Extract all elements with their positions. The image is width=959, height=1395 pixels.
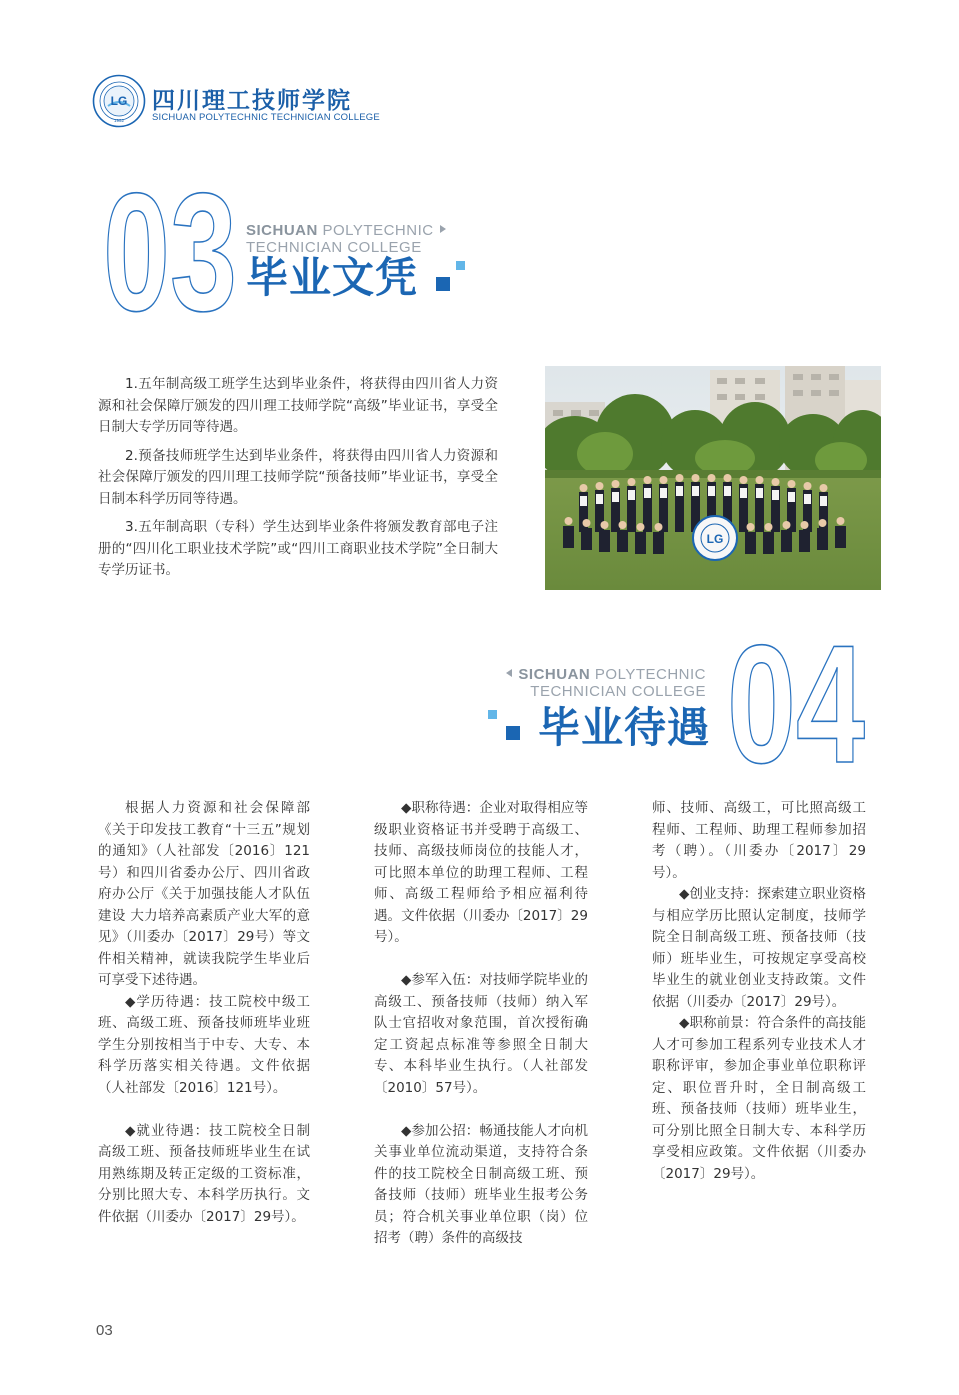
column-paragraph: ◆职称待遇：企业对取得相应等级职业资格证书并受聘于高级工、技师、高级技师岗位的技能人才，可比照本单位的助理工程师、工程师、高级工程师给予相应福利待遇。文件依据（川委办〔2017〕29号）。 <box>374 800 588 945</box>
seal-year: 1952 <box>113 118 125 123</box>
section-number-03-text: 03 <box>103 186 237 314</box>
column-paragraph: ◆参加公招：畅通技能人才向机关事业单位流动渠道，支持符合条件的技工院校全日制高级工班、预备技师（技师）班毕业生报考公务员；符合机关事业单位职（岗）位招考（聘）条件的高级技 <box>374 1122 588 1246</box>
section4-english-subtitle <box>488 666 706 700</box>
college-logo <box>92 74 380 134</box>
section3-paragraph: 1.五年制高级工班学生达到毕业条件，将获得由四川省人力资源和社会保障厅颁发的四川理工技师学院“高级”毕业证书，享受全日制大专学历同等待遇。 <box>98 376 498 435</box>
column-paragraph: ◆就业待遇：技工院校全日制高级工班、预备技师班毕业生在试用熟练期及转正定级的工资标准，分别比照大专、本科学历执行。文件依据（川委办〔2017〕29号）。 <box>98 1122 310 1225</box>
column-2 <box>374 798 588 1250</box>
section3-en-bold: SICHUAN <box>246 222 318 239</box>
column-3 <box>652 798 866 1185</box>
section3-en-rest: POLYTECHNIC <box>317 222 434 239</box>
section-number-03 <box>100 186 240 314</box>
section-number-04-text: 04 <box>727 638 865 766</box>
decorative-square-icon <box>436 277 450 291</box>
section4-en-rest: POLYTECHNIC <box>590 666 706 683</box>
column-1 <box>98 798 310 1228</box>
triangle-right-icon <box>440 225 446 233</box>
section3-paragraph: 3.五年制高职（专科）学生达到毕业条件将颁发教育部电子注册的“四川化工职业技术学院”或“四川工商职业技术学院”全日制大专学历证书。 <box>98 519 498 578</box>
column-paragraph: 根据人力资源和社会保障部《关于印发技工教育“十三五”规划的通知》（人社部发〔2016〕121号）和四川省委办公厅、四川省政府办公厅《关于加强技能人才队伍建设 大力培养高素质产业大军的意见》（川委办〔2017〕29号）等文件相关精神，就读我院学生毕业后可享受下述待遇。 <box>98 800 310 988</box>
section4-title: 毕业待遇 <box>538 703 711 752</box>
section4-en-line2: TECHNICIAN COLLEGE <box>530 683 706 700</box>
column-paragraph: ◆参军入伍：对技师学院毕业的高级工、预备技师（技师）纳入军队士官招收对象范围，首次授衔确定工资起点标准等参照全日制大专、本科毕业生执行。（人社部发〔2010〕57号）。 <box>374 972 588 1096</box>
decorative-small-square-icon <box>456 261 465 270</box>
college-seal-icon <box>92 74 146 128</box>
section-number-04 <box>724 638 868 766</box>
column-paragraph: ◆职称前景：符合条件的高技能人才可参加工程系列专业技术人才职称评审，参加企事业单位职称评定、职位晋升时，全日制高级工班、预备技师（技师）班毕业生，可分别比照全日制大专、本科学历享受相应政策。文件依据（川委办〔2017〕29号）。 <box>652 1015 866 1182</box>
decorative-small-square-icon <box>488 710 497 719</box>
photo-emblem-letters: LG <box>706 532 724 546</box>
triangle-left-icon <box>506 669 512 677</box>
section3-title: 毕业文凭 <box>246 253 419 302</box>
section4-en-bold: SICHUAN <box>518 666 591 683</box>
column-paragraph: ◆创业支持：探索建立职业资格与相应学历比照认定制度，技师学院全日制高级工班、预备技师（技师）班毕业生，可按规定享受高校毕业生的就业创业支持政策。文件依据（川委办〔2017〕29号）。 <box>652 886 866 1010</box>
seal-letters: LG <box>110 94 128 108</box>
logo-english-name: SICHUAN POLYTECHNIC TECHNICIAN COLLEGE <box>152 112 380 123</box>
logo-chinese-name: 四川理工技师学院 <box>152 87 352 114</box>
student-group-photo <box>545 366 881 590</box>
section3-paragraph: 2.预备技师班学生达到毕业条件，将获得由四川省人力资源和社会保障厅颁发的四川理工技师学院“预备技师”毕业证书，享受全日制本科学历同等待遇。 <box>98 447 498 507</box>
section3-body <box>98 374 498 589</box>
decorative-square-icon <box>506 726 520 740</box>
section3-english-subtitle <box>246 222 446 256</box>
page-number: 03 <box>96 1322 113 1339</box>
column-paragraph: ◆学历待遇：技工院校中级工班、高级工班、预备技师班毕业班学生分别按相当于中专、大专、本科学历落实相关待遇。文件依据（人社部发〔2016〕121号）。 <box>98 993 310 1096</box>
section3-en-line2: TECHNICIAN COLLEGE <box>246 239 422 256</box>
column-paragraph: 师、技师、高级工，可比照高级工程师、工程师、助理工程师参加招考（聘）。（川委办〔2017〕29号）。 <box>652 800 866 881</box>
